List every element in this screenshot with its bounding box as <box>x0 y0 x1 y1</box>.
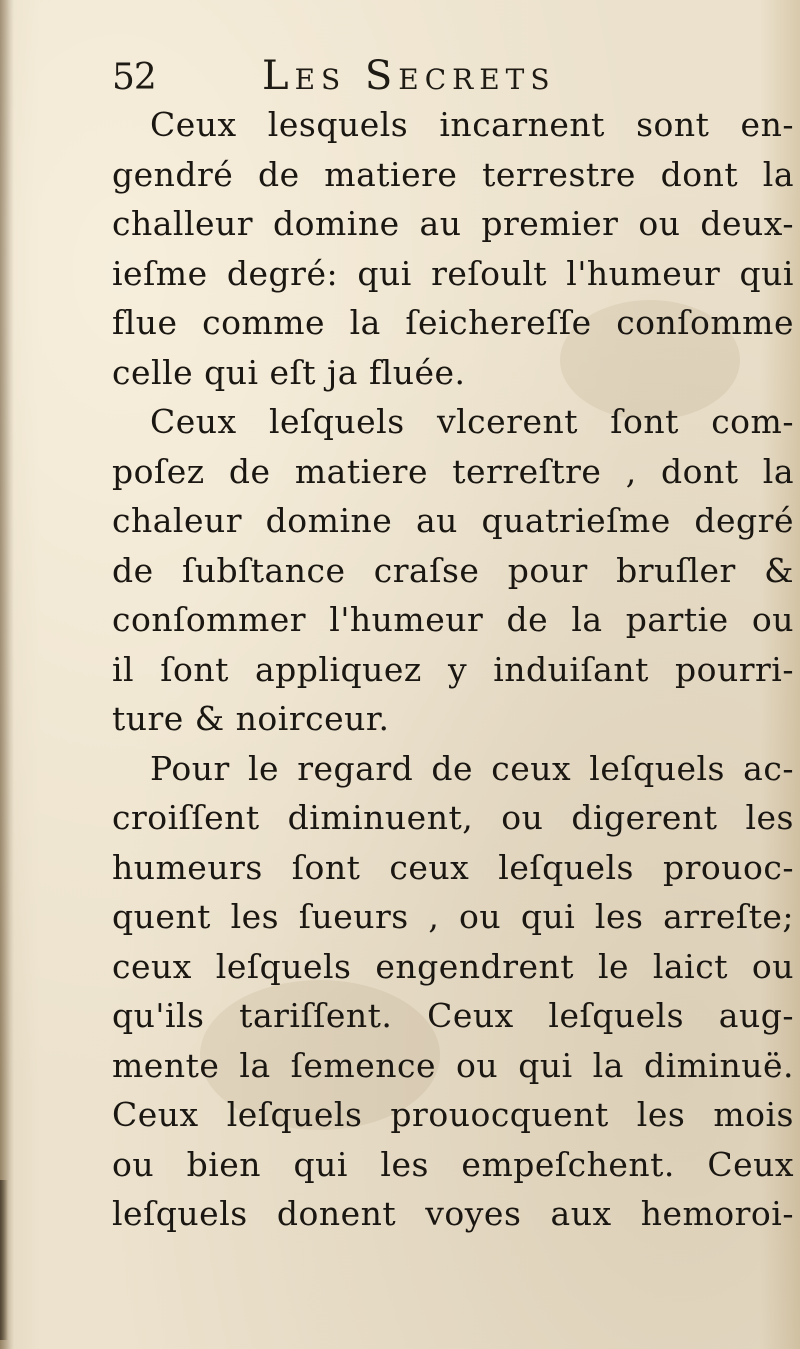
running-head: Les Secrets <box>262 53 556 99</box>
text-line: de ſubſtance craſse pour bruſler & <box>112 550 794 590</box>
text-line: flue comme la ſeichereſſe conſomme <box>112 303 794 342</box>
text-line: chaleur domine au quatrieſme degré <box>112 501 794 540</box>
gutter-shadow <box>0 0 14 1349</box>
binding-edge <box>0 1180 8 1340</box>
page-header <box>0 44 800 104</box>
text-line: Pour le regard de ceux leſquels ac- <box>150 748 794 788</box>
text-line: mente la ſemence ou qui la diminuë. <box>112 1045 794 1085</box>
text-line: Ceux leſquels vlcerent ſont com- <box>150 402 794 441</box>
text-line: ieſme degré: qui reſoult l'humeur qui <box>112 253 794 293</box>
text-line: challeur domine au premier ou deux- <box>112 204 794 243</box>
page-number: 52 <box>112 57 156 98</box>
text-line: ture & noirceur. <box>112 699 390 738</box>
text-line: poſez de matiere terreſtre , dont la <box>112 451 794 491</box>
text-line: Ceux leſquels prouocquent les mois <box>112 1095 794 1134</box>
text-line: qu'ils tariſſent. Ceux leſquels aug- <box>112 996 794 1035</box>
text-line: ceux leſquels engendrent le laict ou <box>112 946 794 986</box>
text-line: leſquels donent voyes aux hemoroi- <box>112 1194 794 1233</box>
text-line: gendré de matiere terrestre dont la <box>112 154 794 194</box>
text-line: conſommer l'humeur de la partie ou <box>112 600 794 639</box>
text-line: quent les ſueurs , ou qui les arreſte; <box>112 897 794 936</box>
text-line: il ſont appliquez y induiſant pourri- <box>112 649 794 689</box>
text-line: celle qui eſt ja fluée. <box>112 352 466 392</box>
text-line: croiſſent diminuent, ou digerent les <box>112 798 794 837</box>
body-text <box>112 100 794 1239</box>
text-line: humeurs ſont ceux leſquels prouoc- <box>112 847 794 887</box>
text-line: ou bien qui les empeſchent. Ceux <box>112 1144 794 1184</box>
text-line: Ceux lesquels incarnent sont en- <box>150 105 794 144</box>
